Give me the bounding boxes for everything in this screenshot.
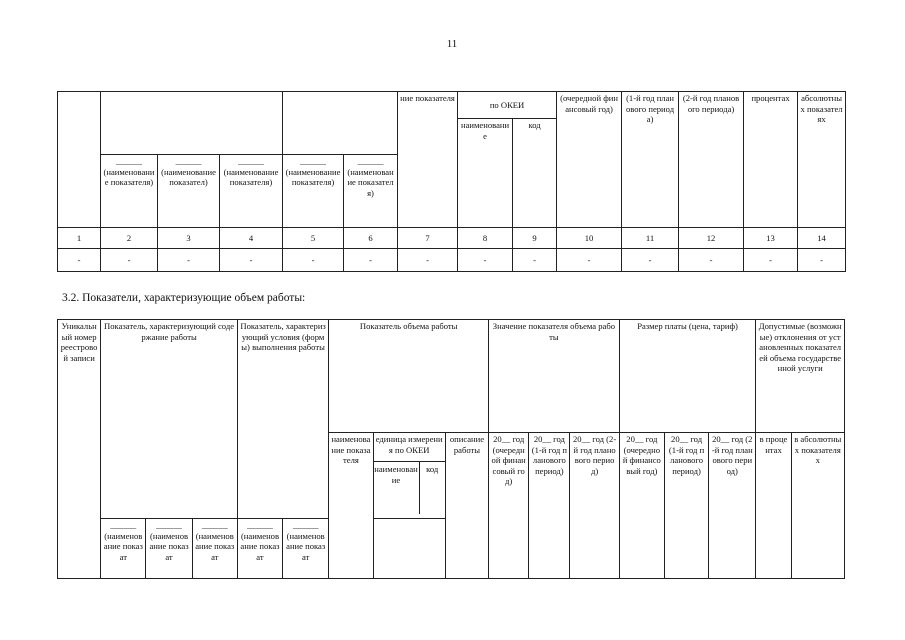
dash-cell: - [220, 249, 283, 272]
num-cell: 1 [58, 228, 101, 249]
deviation-percent-header: в процентах [756, 433, 791, 579]
dash-cell: - [798, 249, 846, 272]
okei-code-header: код [513, 119, 557, 228]
num-cell: 2 [101, 228, 158, 249]
dash-cell: - [344, 249, 398, 272]
value-year3-header: 20__ год (2-й год планового период) [570, 433, 619, 579]
col11-header: (1-й год планового периода) [622, 92, 679, 228]
dash-cell: - [158, 249, 220, 272]
unit-okei-header: единица измерения по ОКЕИ наименование код [373, 433, 445, 519]
col14-header: абсолютных показателях [798, 92, 846, 228]
num-cell: 6 [344, 228, 398, 249]
num-cell: 10 [557, 228, 622, 249]
num-cell: 13 [744, 228, 798, 249]
fee-header: Размер платы (цена, тариф) [619, 320, 756, 433]
conditions-indicator-header: Показатель, характеризующий условия (формы) выполнения работы [237, 320, 328, 519]
okei-header: по ОКЕИ [458, 92, 557, 119]
unit-code-header: код [426, 464, 439, 474]
unit-name-header: наименование [374, 462, 420, 514]
num-cell: 12 [679, 228, 744, 249]
content-sub-1: ______ (наименование показат [101, 519, 146, 579]
section-heading: 3.2. Показатели, характеризующие объем работы: [62, 292, 306, 304]
deviation-header: Допустимые (возможные) отклонения от установленных показателей объема государственной услуги [756, 320, 845, 433]
content-sub-2: ______ (наименование показат [146, 519, 192, 579]
num-cell: 8 [458, 228, 513, 249]
dash-cell: - [622, 249, 679, 272]
subheader-6: ______ (наименование показателя) [344, 155, 398, 228]
subheader-3: ______ (наименование показател) [158, 155, 220, 228]
dash-cell: - [744, 249, 798, 272]
dash-cell: - [101, 249, 158, 272]
work-description-header: описание работы [445, 433, 488, 579]
volume-indicator-header: Показатель объема работы [329, 320, 489, 433]
conditions-sub-2: ______ (наименование показат [283, 519, 329, 579]
num-cell: 3 [158, 228, 220, 249]
conditions-sub-1: ______ (наименование показат [237, 519, 282, 579]
dash-cell: - [283, 249, 344, 272]
num-cell: 5 [283, 228, 344, 249]
col12-header: (2-й год планового периода) [679, 92, 744, 228]
volume-name-header: наименование показателя [329, 433, 373, 579]
unique-number-header: Уникальный номер реестровой записи [58, 320, 101, 579]
dash-cell: - [458, 249, 513, 272]
dash-cell: - [513, 249, 557, 272]
fee-year2-header: 20__ год (1-й год планового период) [664, 433, 708, 579]
indicators-table-continuation [57, 91, 846, 272]
conditions-group-header [283, 92, 398, 155]
col1-header-cell [58, 92, 101, 228]
num-cell: 14 [798, 228, 846, 249]
okei-name-header: наименование [458, 119, 513, 228]
num-cell: 4 [220, 228, 283, 249]
content-indicator-header: Показатель, характеризующий содержание работы [101, 320, 238, 519]
num-cell: 11 [622, 228, 679, 249]
volume-value-header: Значение показателя объема работы [489, 320, 620, 433]
value-year2-header: 20__ год (1-й год планового период) [529, 433, 570, 579]
col10-header: (очередной финансовый год) [557, 92, 622, 228]
unit-sub-filler [373, 519, 445, 579]
dash-cell: - [58, 249, 101, 272]
subheader-5: ______ (наименование показателя) [283, 155, 344, 228]
value-year1-header: 20__ год (очередной финансовый год) [489, 433, 529, 579]
num-cell: 9 [513, 228, 557, 249]
num-cell: 7 [398, 228, 458, 249]
dash-cell: - [679, 249, 744, 272]
fee-year3-header: 20__ год (2-й год планового период) [709, 433, 756, 579]
subheader-2: ______ (наименование показателя) [101, 155, 158, 228]
subheader-4: ______ (наименование показателя) [220, 155, 283, 228]
content-group-header [101, 92, 283, 155]
work-volume-table [57, 319, 845, 579]
page-number: 11 [446, 38, 458, 50]
content-sub-3: ______ (наименование показат [192, 519, 237, 579]
fee-year1-header: 20__ год (очередной финансовый год) [619, 433, 664, 579]
col13-header: процентах [744, 92, 798, 228]
dash-cell: - [398, 249, 458, 272]
deviation-absolute-header: в абсолютных показателях [791, 433, 844, 579]
dash-cell: - [557, 249, 622, 272]
col7-header: ние показателя [398, 92, 458, 228]
